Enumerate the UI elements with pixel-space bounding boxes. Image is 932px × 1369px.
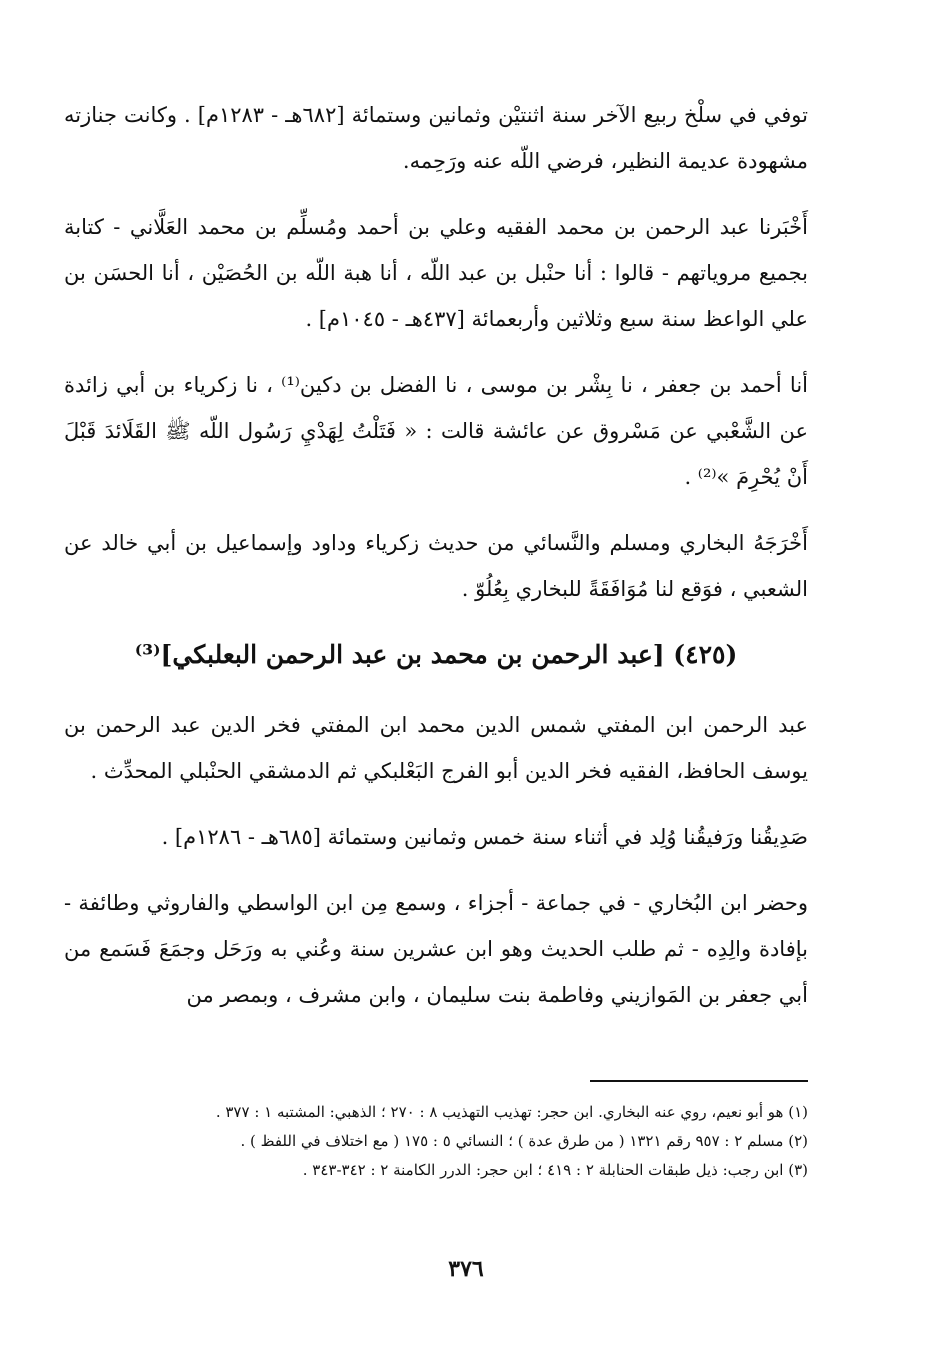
paragraph-death-notice: توفي في سلْخ ربيع الآخر سنة اثنتيْن وثمانين وستمائة [٦٨٢هـ - ١٢٨٣م] . وكانت جنازته مشهودة عديمة النظير، فرضي اللّه عنه ورَحِمه. — [64, 103, 808, 173]
footnote-2: (٢) مسلم ٢ : ٩٥٧ رقم ١٣٢١ ( من طرق عدة ) ؛ النسائي ٥ : ١٧٥ ( مع اختلاف في اللفظ ) . — [240, 1132, 808, 1150]
footnotes — [64, 1098, 808, 1185]
paragraph-takhrij: أَخْرَجَهُ البخاري ومسلم والنَّسائي من حديث زكرياء وداود وإسماعيل بن أبي خالد عن الشعبي ، فوَقع لنا مُوَافَقَةً للبخاري بِعُلُوّ . — [64, 531, 808, 601]
paragraph-hadith: أنا أحمد بن جعفر ، نا بِشْر بن موسى ، نا الفضل بن دكين⁽¹⁾ ، نا زكرياء بن أبي زائدة عن الشَّعْبي عن مَسْروق عن عائشة قالت : « فَتَلْتُ لِهَدْيِ رَسُول اللّه ﷺ القَلَائدَ قَبْلَ أَنْ يُحْرِمَ »⁽²⁾ . — [64, 373, 808, 489]
paragraph-biography-name: عبد الرحمن ابن المفتي شمس الدين محمد ابن المفتي فخر الدين عبد الرحمن بن يوسف الحافظ، الفقيه فخر الدين أبو الفرج البَعْلبكي ثم الدمشقي الحنْبلي المحدِّث . — [64, 713, 808, 783]
paragraph-studies: وحضر ابن البُخاري - في جماعة - أجزاء ، وسمع مِن ابن الواسطي والفاروثي وطائفة - بإفادة والِدِه - ثم طلب الحديث وهو ابن عشرين سنة وعُني به ورَحَل وجمَعَ فَسَمع من أبي جعفر بن المَوازيني وفاطمة بنت سليمان ، وابن مشرف ، وبمصر من — [64, 891, 808, 1007]
paragraph-birth: صَدِيقُنا ورَفيقُنا وُلِد في أثناء سنة خمس وثمانين وستمائة [٦٨٥هـ - ١٢٨٦م] . — [161, 825, 808, 849]
footnote-1: (١) هو أبو نعيم، روي عنه البخاري. ابن حجر: تهذيب التهذيب ٨ : ٢٧٠ ؛ الذهبي: المشتبه ١ : ٣٧٧ . — [215, 1103, 808, 1121]
entry-heading: (٤٢٥) [عبد الرحمن بن محمد بن عبد الرحمن البعلبكي]⁽³⁾ — [134, 640, 738, 669]
footnote-3: (٣) ابن رجب: ذيل طبقات الحنابلة ٢ : ٤١٩ ؛ ابن حجر: الدرر الكامنة ٢ : ٣٤٢-٣٤٣ . — [302, 1161, 808, 1179]
page-number: ٣٧٦ — [448, 1256, 484, 1282]
footnote-separator — [590, 1080, 808, 1082]
paragraph-isnad: أَخْبَرنا عبد الرحمن بن محمد الفقيه وعلي بن أحمد ومُسلِّم بن محمد العَلَّاني - كتابة بجميع مروياتهم - قالوا : أنا حنْبل بن عبد اللّه ، أنا هبة اللّه بن الحُصَيْن ، أنا الحسَن بن علي الواعظ سنة سبع وثلاثين وأربعمائة [٤٣٧هـ - ١٠٤٥م] . — [64, 215, 808, 331]
